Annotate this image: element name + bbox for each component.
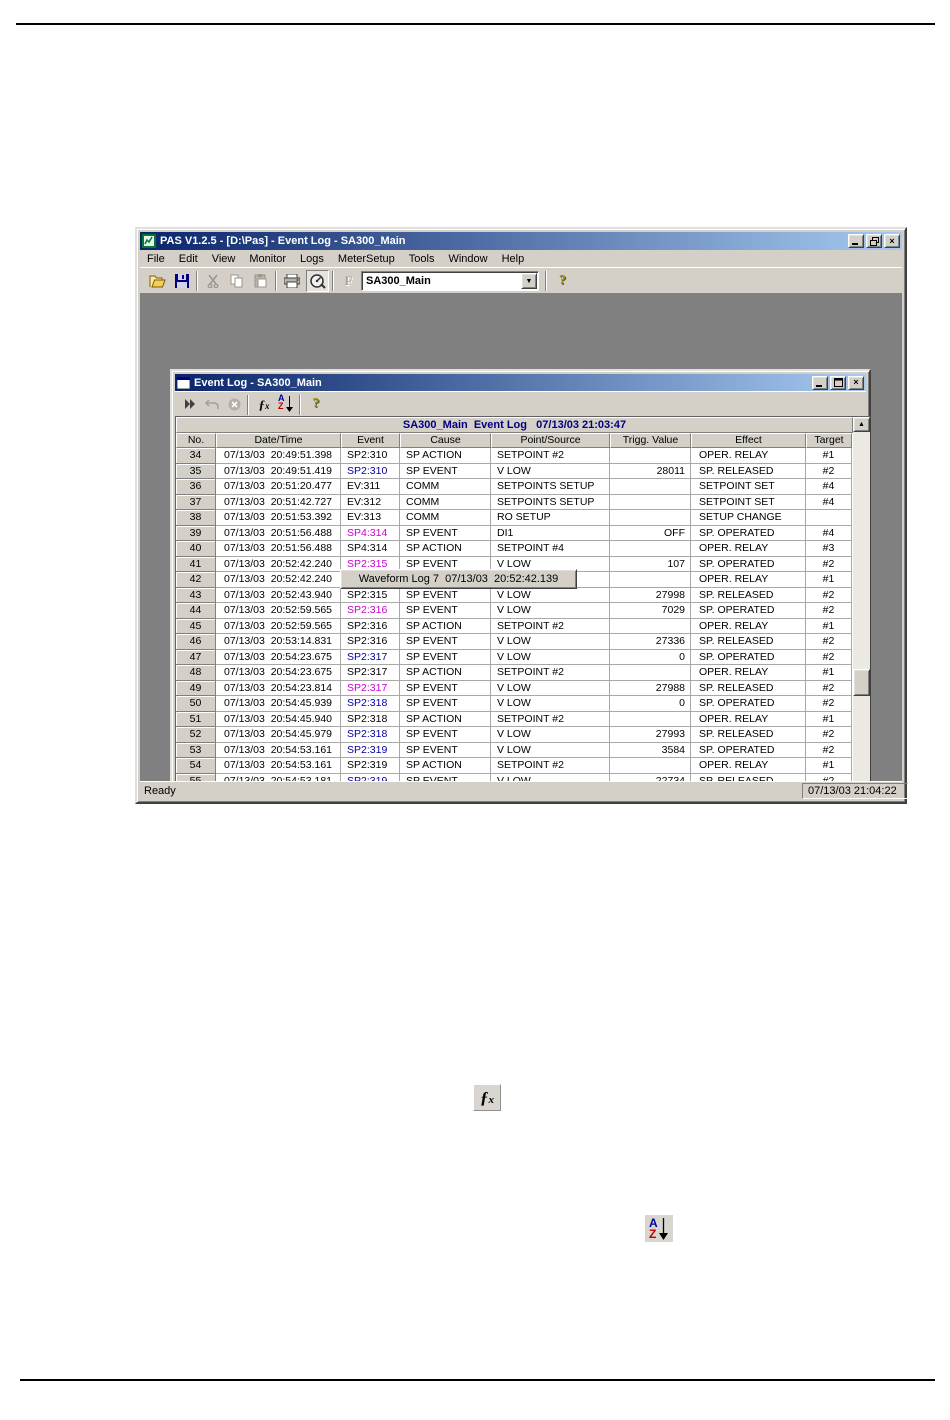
cell-no: 45 xyxy=(176,619,216,635)
cell-trigg-value xyxy=(610,758,691,774)
cell-point-source: V LOW xyxy=(491,634,610,650)
cell-cause: SP EVENT xyxy=(400,588,491,604)
cell-datetime: 07/13/03 20:52:42.240 xyxy=(216,572,341,588)
cell-point-source: SETPOINT #2 xyxy=(491,758,610,774)
cell-trigg-value: 27993 xyxy=(610,727,691,743)
app-titlebar[interactable] xyxy=(140,232,902,250)
column-header[interactable]: Event xyxy=(341,433,400,448)
cell-target: #2 xyxy=(806,588,852,604)
menu-tools[interactable]: Tools xyxy=(408,252,435,265)
cell-trigg-value xyxy=(610,448,691,464)
help-icon: ? xyxy=(559,273,566,288)
column-header[interactable]: Cause xyxy=(400,433,491,448)
cell-event: SP2:317 xyxy=(341,681,400,697)
cell-target: #1 xyxy=(806,619,852,635)
menu-monitor[interactable]: Monitor xyxy=(249,252,287,265)
cell-cause: SP ACTION xyxy=(400,758,491,774)
cell-datetime: 07/13/03 20:54:23.675 xyxy=(216,650,341,666)
cell-target: #1 xyxy=(806,448,852,464)
cell-datetime: 07/13/03 20:49:51.419 xyxy=(216,464,341,480)
cell-event: SP2:317 xyxy=(341,650,400,666)
stop-button xyxy=(223,394,245,414)
cell-no: 42 xyxy=(176,572,216,588)
minimize-icon[interactable] xyxy=(812,376,828,390)
cell-event: EV:311 xyxy=(341,479,400,495)
cell-datetime: 07/13/03 20:52:59.565 xyxy=(216,619,341,635)
toolbar-separator xyxy=(299,395,301,415)
printer-icon xyxy=(284,274,300,288)
pas-app-window xyxy=(135,227,907,804)
scrollbar-thumb[interactable] xyxy=(853,669,870,696)
cell-event: SP4:314 xyxy=(341,526,400,542)
cell-point-source: V LOW xyxy=(491,727,610,743)
fx-icon: ƒx xyxy=(480,1088,494,1107)
table-row[interactable] xyxy=(176,479,853,495)
cell-effect: SP. OPERATED xyxy=(691,603,806,619)
column-header-row xyxy=(176,433,853,448)
cell-effect: SP. OPERATED xyxy=(691,557,806,573)
cell-event: SP2:310 xyxy=(341,464,400,480)
cell-event: SP2:318 xyxy=(341,696,400,712)
poll-events-button[interactable] xyxy=(179,394,201,414)
table-row[interactable] xyxy=(176,712,853,728)
cell-trigg-value: 28011 xyxy=(610,464,691,480)
window-icon xyxy=(177,377,190,389)
meter-gauge-icon xyxy=(310,274,326,289)
cell-cause: SP ACTION xyxy=(400,712,491,728)
cell-no: 50 xyxy=(176,696,216,712)
column-header[interactable]: Trigg. Value xyxy=(610,433,691,448)
cell-no: 37 xyxy=(176,495,216,511)
cell-point-source: DI1 xyxy=(491,526,610,542)
column-header[interactable]: Point/Source xyxy=(491,433,610,448)
cell-target: #2 xyxy=(806,464,852,480)
paste-button xyxy=(249,270,272,292)
app-icon xyxy=(142,234,156,248)
cell-no: 39 xyxy=(176,526,216,542)
table-row[interactable] xyxy=(176,603,853,619)
cell-no: 52 xyxy=(176,727,216,743)
cell-datetime: 07/13/03 20:52:59.565 xyxy=(216,603,341,619)
cell-cause: COMM xyxy=(400,479,491,495)
cell-target: #1 xyxy=(806,712,852,728)
cell-cause: SP EVENT xyxy=(400,743,491,759)
cell-cause: SP ACTION xyxy=(400,665,491,681)
cell-trigg-value: 0 xyxy=(610,650,691,666)
cell-event: SP4:314 xyxy=(341,541,400,557)
cell-cause: SP EVENT xyxy=(400,681,491,697)
cell-datetime: 07/13/03 20:53:14.831 xyxy=(216,634,341,650)
help-button[interactable] xyxy=(305,394,327,414)
cell-effect: SP. RELEASED xyxy=(691,681,806,697)
cell-no: 51 xyxy=(176,712,216,728)
table-row[interactable] xyxy=(176,588,853,604)
print-button[interactable] xyxy=(280,270,303,292)
cell-target: #1 xyxy=(806,665,852,681)
cell-event: EV:312 xyxy=(341,495,400,511)
status-clock: 07/13/03 21:04:22 xyxy=(802,783,908,799)
cell-no: 54 xyxy=(176,758,216,774)
sort-az-figure-icon xyxy=(645,1215,673,1242)
cell-no: 35 xyxy=(176,464,216,480)
open-folder-icon xyxy=(149,274,166,288)
open-button[interactable] xyxy=(146,270,169,292)
undo-arrow-icon xyxy=(205,399,219,410)
cell-no: 44 xyxy=(176,603,216,619)
cell-trigg-value: OFF xyxy=(610,526,691,542)
cell-effect: OPER. RELAY xyxy=(691,572,806,588)
cell-effect: SP. RELEASED xyxy=(691,727,806,743)
cell-target: #2 xyxy=(806,650,852,666)
cell-trigg-value xyxy=(610,619,691,635)
cell-event: SP2:317 xyxy=(341,665,400,681)
cell-cause: COMM xyxy=(400,510,491,526)
cell-target: #2 xyxy=(806,557,852,573)
event-rows xyxy=(176,448,853,788)
toolbar-separator xyxy=(545,271,547,291)
menu-view[interactable]: View xyxy=(211,252,236,265)
toolbar-separator xyxy=(332,271,334,291)
cell-effect: SP. OPERATED xyxy=(691,650,806,666)
cell-point-source: RO SETUP xyxy=(491,510,610,526)
table-row[interactable] xyxy=(176,634,853,650)
menu-window[interactable]: Window xyxy=(448,252,488,265)
cell-event: SP2:315 xyxy=(341,557,400,573)
cell-cause: SP ACTION xyxy=(400,541,491,557)
cell-cause: SP EVENT xyxy=(400,696,491,712)
cell-no: 34 xyxy=(176,448,216,464)
cell-no: 36 xyxy=(176,479,216,495)
event-log-titlebar[interactable] xyxy=(175,374,866,391)
event-log-title: Event Log - SA300_Main xyxy=(194,376,322,389)
cell-datetime: 07/13/03 20:54:45.939 xyxy=(216,696,341,712)
table-row[interactable] xyxy=(176,526,853,542)
cell-target: #2 xyxy=(806,743,852,759)
cell-no: 43 xyxy=(176,588,216,604)
sort-button[interactable] xyxy=(275,394,297,414)
cell-trigg-value xyxy=(610,712,691,728)
log-header-band: SA300_Main Event Log 07/13/03 21:03:47 xyxy=(176,417,853,433)
f-button xyxy=(337,270,360,292)
cell-datetime: 07/13/03 20:51:56.488 xyxy=(216,541,341,557)
menu-help[interactable]: Help xyxy=(501,252,525,265)
cell-effect: SETPOINT SET xyxy=(691,495,806,511)
cell-event: SP2:316 xyxy=(341,619,400,635)
cell-point-source: SETPOINT #4 xyxy=(491,541,610,557)
cell-datetime: 07/13/03 20:52:42.240 xyxy=(216,557,341,573)
toolbar-separator xyxy=(196,271,198,291)
cell-effect: OPER. RELAY xyxy=(691,448,806,464)
cell-point-source: V LOW xyxy=(491,603,610,619)
table-row[interactable] xyxy=(176,650,853,666)
table-row[interactable] xyxy=(176,696,853,712)
cell-effect: SP. OPERATED xyxy=(691,526,806,542)
menu-logs[interactable]: Logs xyxy=(300,252,324,265)
cell-trigg-value xyxy=(610,572,691,588)
cell-effect: SETPOINT SET xyxy=(691,479,806,495)
cell-cause: SP EVENT xyxy=(400,727,491,743)
cell-no: 47 xyxy=(176,650,216,666)
table-row[interactable] xyxy=(176,619,853,635)
cell-datetime: 07/13/03 20:51:56.488 xyxy=(216,526,341,542)
column-header[interactable]: Date/Time xyxy=(216,433,341,448)
event-log-window xyxy=(170,369,871,788)
table-row[interactable] xyxy=(176,495,853,511)
table-row[interactable] xyxy=(176,510,853,526)
cell-target: #4 xyxy=(806,479,852,495)
cell-cause: SP EVENT xyxy=(400,557,491,573)
cell-effect: SP. RELEASED xyxy=(691,588,806,604)
app-title: PAS V1.2.5 - [D:\Pas] - Event Log - SA300_Main xyxy=(160,235,406,247)
table-row[interactable] xyxy=(176,541,853,557)
menu-edit[interactable]: Edit xyxy=(178,252,198,265)
cell-trigg-value xyxy=(610,479,691,495)
device-selector-value: SA300_Main xyxy=(366,275,431,287)
table-row[interactable] xyxy=(176,743,853,759)
column-header[interactable]: Effect xyxy=(691,433,806,448)
cell-datetime: 07/13/03 20:54:45.940 xyxy=(216,712,341,728)
status-ready-text: Ready xyxy=(144,785,176,797)
fast-forward-icon xyxy=(184,399,196,409)
cell-point-source: V LOW xyxy=(491,464,610,480)
cell-target: #2 xyxy=(806,727,852,743)
cell-trigg-value: 7029 xyxy=(610,603,691,619)
cell-trigg-value xyxy=(610,495,691,511)
cell-datetime: 07/13/03 20:54:45.979 xyxy=(216,727,341,743)
cell-effect: SETUP CHANGE xyxy=(691,510,806,526)
menu-metersetup[interactable]: MeterSetup xyxy=(337,252,395,265)
cell-target: #2 xyxy=(806,681,852,697)
cell-no: 46 xyxy=(176,634,216,650)
cell-cause: SP ACTION xyxy=(400,619,491,635)
page-bottom-rule xyxy=(20,1379,935,1381)
cell-effect: OPER. RELAY xyxy=(691,665,806,681)
cell-effect: OPER. RELAY xyxy=(691,758,806,774)
column-header[interactable]: No. xyxy=(176,433,216,448)
waveform-tooltip: Waveform Log 7 07/13/03 20:52:42.139 xyxy=(340,569,577,589)
cell-trigg-value: 27336 xyxy=(610,634,691,650)
cell-effect: SP. RELEASED xyxy=(691,464,806,480)
meter-connection-button[interactable] xyxy=(306,270,329,292)
table-row[interactable] xyxy=(176,448,853,464)
app-toolbar xyxy=(140,267,902,293)
minimize-icon[interactable] xyxy=(848,234,864,248)
cell-datetime: 07/13/03 20:54:53.161 xyxy=(216,743,341,759)
cell-cause: SP EVENT xyxy=(400,650,491,666)
stop-circle-icon xyxy=(228,398,241,411)
cell-event: SP2:315 xyxy=(341,588,400,604)
cell-cause: SP EVENT xyxy=(400,526,491,542)
cell-point-source: SETPOINT #2 xyxy=(491,448,610,464)
f-glyph: F xyxy=(344,273,353,288)
page-top-rule xyxy=(16,23,935,25)
cell-target: #2 xyxy=(806,603,852,619)
cell-target xyxy=(806,510,852,526)
cell-point-source: SETPOINT #2 xyxy=(491,712,610,728)
cell-trigg-value: 27998 xyxy=(610,588,691,604)
cell-cause: SP ACTION xyxy=(400,448,491,464)
cell-event: SP2:310 xyxy=(341,448,400,464)
cell-point-source: SETPOINT #2 xyxy=(491,619,610,635)
cell-datetime: 07/13/03 20:49:51.398 xyxy=(216,448,341,464)
cell-point-source: V LOW xyxy=(491,696,610,712)
cell-event: SP2:319 xyxy=(341,758,400,774)
event-log-toolbar xyxy=(175,391,866,415)
vertical-scrollbar[interactable] xyxy=(853,417,870,788)
toolbar-separator xyxy=(275,271,277,291)
save-floppy-icon xyxy=(175,274,189,288)
chevron-down-icon[interactable]: ▼ xyxy=(521,273,537,289)
cell-effect: OPER. RELAY xyxy=(691,712,806,728)
cell-target: #1 xyxy=(806,572,852,588)
menu-file[interactable]: File xyxy=(147,252,165,265)
cell-effect: SP. RELEASED xyxy=(691,634,806,650)
fx-icon: ƒx xyxy=(258,396,270,412)
cell-no: 49 xyxy=(176,681,216,697)
scroll-up-icon[interactable]: ▲ xyxy=(853,417,870,432)
toolbar-separator xyxy=(247,395,249,415)
cell-point-source: V LOW xyxy=(491,588,610,604)
cell-event: SP2:318 xyxy=(341,712,400,728)
maximize-icon[interactable] xyxy=(830,376,846,390)
cell-datetime: 07/13/03 20:51:20.477 xyxy=(216,479,341,495)
cell-cause: SP EVENT xyxy=(400,464,491,480)
cell-cause: SP EVENT xyxy=(400,634,491,650)
table-row[interactable] xyxy=(176,758,853,774)
cell-event: EV:313 xyxy=(341,510,400,526)
cell-trigg-value xyxy=(610,510,691,526)
filter-button[interactable] xyxy=(253,394,275,414)
sort-az-icon: A Z xyxy=(649,1218,669,1240)
help-button[interactable] xyxy=(551,270,574,292)
table-row[interactable] xyxy=(176,464,853,480)
cell-point-source: SETPOINTS SETUP xyxy=(491,495,610,511)
cell-datetime: 07/13/03 20:51:42.727 xyxy=(216,495,341,511)
cell-trigg-value: 27988 xyxy=(610,681,691,697)
cell-effect: SP. OPERATED xyxy=(691,743,806,759)
cell-point-source: V LOW xyxy=(491,650,610,666)
table-row[interactable] xyxy=(176,727,853,743)
cell-point-source: V LOW xyxy=(491,681,610,697)
cell-event: SP2:318 xyxy=(341,727,400,743)
cell-point-source: V LOW xyxy=(491,743,610,759)
cell-no: 41 xyxy=(176,557,216,573)
cell-trigg-value xyxy=(610,665,691,681)
column-header[interactable]: Target xyxy=(806,433,852,448)
cell-target: #2 xyxy=(806,634,852,650)
cell-effect: SP. OPERATED xyxy=(691,696,806,712)
close-icon[interactable]: × xyxy=(884,234,900,248)
close-icon[interactable]: × xyxy=(848,376,864,390)
cell-target: #4 xyxy=(806,526,852,542)
cell-event: SP2:316 xyxy=(341,603,400,619)
cell-datetime: 07/13/03 20:54:23.814 xyxy=(216,681,341,697)
cell-no: 48 xyxy=(176,665,216,681)
sort-az-icon: A Z xyxy=(278,396,294,412)
cell-cause: SP EVENT xyxy=(400,603,491,619)
cell-event: SP2:316 xyxy=(341,634,400,650)
table-row[interactable] xyxy=(176,681,853,697)
cell-target: #2 xyxy=(806,696,852,712)
event-log-table xyxy=(175,416,870,788)
cell-no: 40 xyxy=(176,541,216,557)
cell-point-source: SETPOINT #2 xyxy=(491,665,610,681)
cell-datetime: 07/13/03 20:51:53.392 xyxy=(216,510,341,526)
app-statusbar xyxy=(140,781,902,799)
cell-datetime: 07/13/03 20:54:53.161 xyxy=(216,758,341,774)
cell-target: #3 xyxy=(806,541,852,557)
cell-trigg-value: 107 xyxy=(610,557,691,573)
cut-button xyxy=(201,270,224,292)
menu-bar xyxy=(140,250,902,267)
cell-target: #4 xyxy=(806,495,852,511)
undo-button xyxy=(201,394,223,414)
cell-datetime: 07/13/03 20:52:43.940 xyxy=(216,588,341,604)
copy-icon xyxy=(230,274,243,288)
cell-trigg-value: 3584 xyxy=(610,743,691,759)
cell-cause: COMM xyxy=(400,495,491,511)
save-button[interactable] xyxy=(170,270,193,292)
cell-no: 53 xyxy=(176,743,216,759)
cell-target: #1 xyxy=(806,758,852,774)
cell-no: 38 xyxy=(176,510,216,526)
mdi-client-area xyxy=(140,293,902,788)
cut-icon xyxy=(207,274,219,288)
table-row[interactable] xyxy=(176,665,853,681)
fx-filter-figure-icon xyxy=(473,1084,501,1111)
help-icon: ? xyxy=(312,396,320,411)
cell-trigg-value xyxy=(610,541,691,557)
cell-event: SP2:319 xyxy=(341,743,400,759)
copy-button xyxy=(225,270,248,292)
cell-point-source: V LOW xyxy=(491,557,610,573)
paste-icon xyxy=(254,274,267,288)
cell-effect: OPER. RELAY xyxy=(691,541,806,557)
cell-trigg-value: 0 xyxy=(610,696,691,712)
cell-effect: OPER. RELAY xyxy=(691,619,806,635)
cell-datetime: 07/13/03 20:54:23.675 xyxy=(216,665,341,681)
restore-icon[interactable] xyxy=(866,234,882,248)
device-selector-combo[interactable] xyxy=(361,271,539,291)
cell-point-source: SETPOINTS SETUP xyxy=(491,479,610,495)
